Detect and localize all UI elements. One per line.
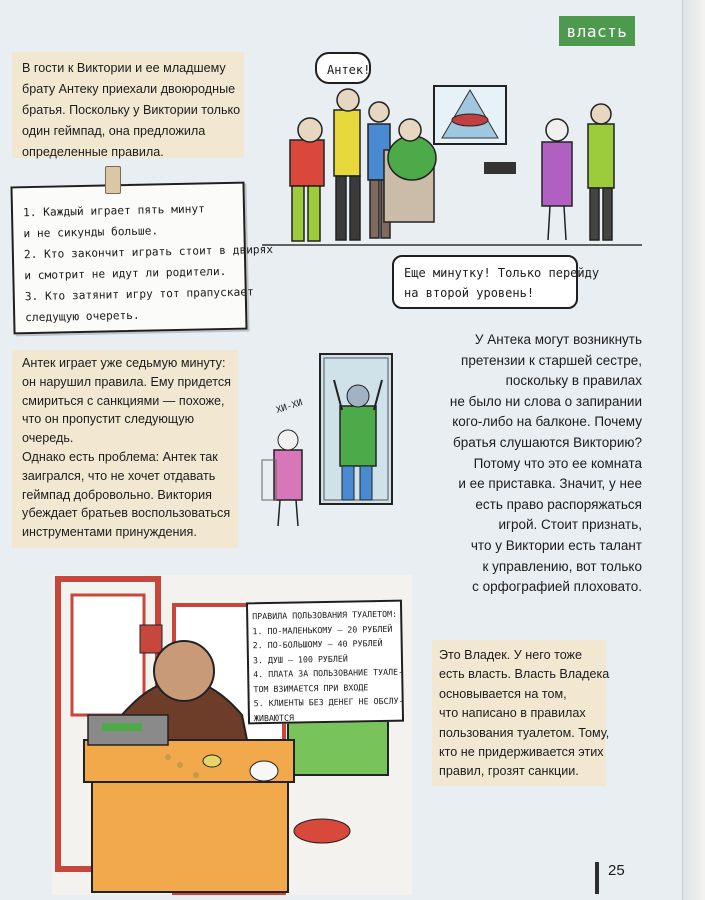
note-line: что он пропустит следующую: [22, 412, 195, 427]
note-line: правил, грозят санкции.: [439, 764, 579, 779]
speech-text: Еще минуткy! Только перейду: [404, 266, 600, 280]
intro-note: [12, 52, 244, 158]
page-number-bar: [595, 862, 599, 894]
text-line: и ее приставка. Значит, у нее: [458, 476, 642, 492]
note-line: пользования туалетом. Тому,: [439, 725, 610, 740]
sign-line: 2. ПО-БОЛЬШОМУ — 40 РУБЛЕЙ: [252, 637, 383, 651]
text-line: не было ни слова о запирании: [449, 393, 642, 409]
page-number: 25: [608, 862, 625, 879]
sign-line: ПРАВИЛА ПОЛЬЗОВАНИЯ ТУАЛЕТОМ:: [252, 608, 398, 622]
rule-line: 1. Каждый играет пять минут: [22, 202, 205, 220]
text-line: У Антека могут возникнуть: [474, 332, 642, 347]
text-line: что у Виктории есть талант: [470, 537, 642, 553]
rule-line: и не сикунды больше.: [23, 224, 159, 241]
rule-line: 2. Кто закончит играть стоит в двирях: [23, 242, 274, 262]
note-line: Однако есть проблема: Антек так: [22, 449, 218, 464]
rules-card: [10, 182, 274, 335]
intro-line: один геймпад, она предложила: [22, 124, 206, 138]
speech-bubble-reply: [392, 255, 600, 309]
speech-bubble-antek: [315, 52, 371, 84]
note-line: смириться с санкциями — похоже,: [22, 393, 225, 408]
clothespin-icon: [105, 166, 121, 194]
note-line: Это Владек. У него тоже: [439, 648, 582, 662]
intro-line: братья. Поскольку у Виктории только: [22, 103, 241, 117]
text-line: поскольку в правилах: [505, 373, 642, 389]
sign-line: 4. ПЛАТА ЗА ПОЛЬЗОВАНИЕ ТУАЛЕ-: [253, 666, 404, 680]
note-line: Антек играет уже седьмую минуту:: [22, 356, 226, 370]
note-line: очередь.: [22, 431, 74, 446]
toilet-rules-sign: [246, 600, 404, 725]
right-column-text: [406, 330, 642, 598]
rule-line: следущую очерeть.: [25, 308, 140, 325]
intro-line: брату Антеку приехали двоюродные: [22, 82, 236, 96]
rule-line: и смотрит не идут ли родители.: [24, 264, 227, 283]
vladek-note: [432, 640, 610, 786]
text-line: претензии к старшей сестре,: [461, 352, 642, 368]
sanctions-note: [12, 350, 238, 548]
intro-line: В гости к Виктории и ее младшему: [22, 61, 226, 75]
section-tag: власть: [559, 16, 635, 46]
note-line: заигрался, что не хочет отдавать: [22, 468, 216, 483]
sign-line: 3. ДУШ — 100 РУБЛЕЙ: [252, 653, 348, 665]
sign-line: 5. КЛИЕНТЫ БЕЗ ДЕНЕГ НЕ ОБСЛУ-: [253, 695, 404, 709]
note-line: он нарушил правила. Ему придется: [22, 374, 231, 389]
balcony-shout: ХИ-ХИ: [275, 398, 304, 416]
sign-line: ТОМ ВЗИМАЕТСЯ ПРИ ВХОДЕ: [253, 681, 369, 694]
note-line: убеждает братьев воспользоваться: [22, 506, 231, 521]
text-line: игрой. Стоит признать,: [498, 517, 642, 533]
note-line: что написано в правилах: [439, 706, 586, 721]
note-line: основывается на том,: [439, 686, 567, 701]
sign-line: 1. ПО-МАЛЕНЬКОМУ — 20 РУБЛЕЙ: [252, 623, 393, 636]
intro-line: определенные правила.: [22, 145, 164, 159]
note-line: есть власть. Власть Владека: [439, 667, 610, 682]
sign-line: ЖИВАЮТСЯ: [253, 712, 295, 723]
text-line: Потому что это ее комната: [473, 455, 642, 471]
text-line: есть право распоряжаться: [475, 496, 642, 512]
gaming-scene-illustration: [262, 50, 642, 260]
rule-line: 3. Кто затянит игру тот прапускает: [24, 285, 254, 304]
page-edge: [682, 0, 705, 900]
note-line: инструментами принуждения.: [22, 525, 197, 540]
note-line: кто не придерживается этих: [439, 745, 604, 760]
speech-text: на второй уровень!: [404, 286, 535, 300]
note-line: геймпад добровольно. Виктория: [22, 487, 212, 502]
speech-text: Антек!: [327, 63, 371, 77]
text-line: к управлению, вот только: [482, 558, 642, 574]
text-line: братья слушаются Викторию?: [453, 434, 642, 450]
balcony-illustration: [258, 350, 398, 530]
text-line: кого-либо на балконе. Почему: [452, 414, 642, 430]
text-line: с орфографией плоховато.: [472, 579, 642, 595]
